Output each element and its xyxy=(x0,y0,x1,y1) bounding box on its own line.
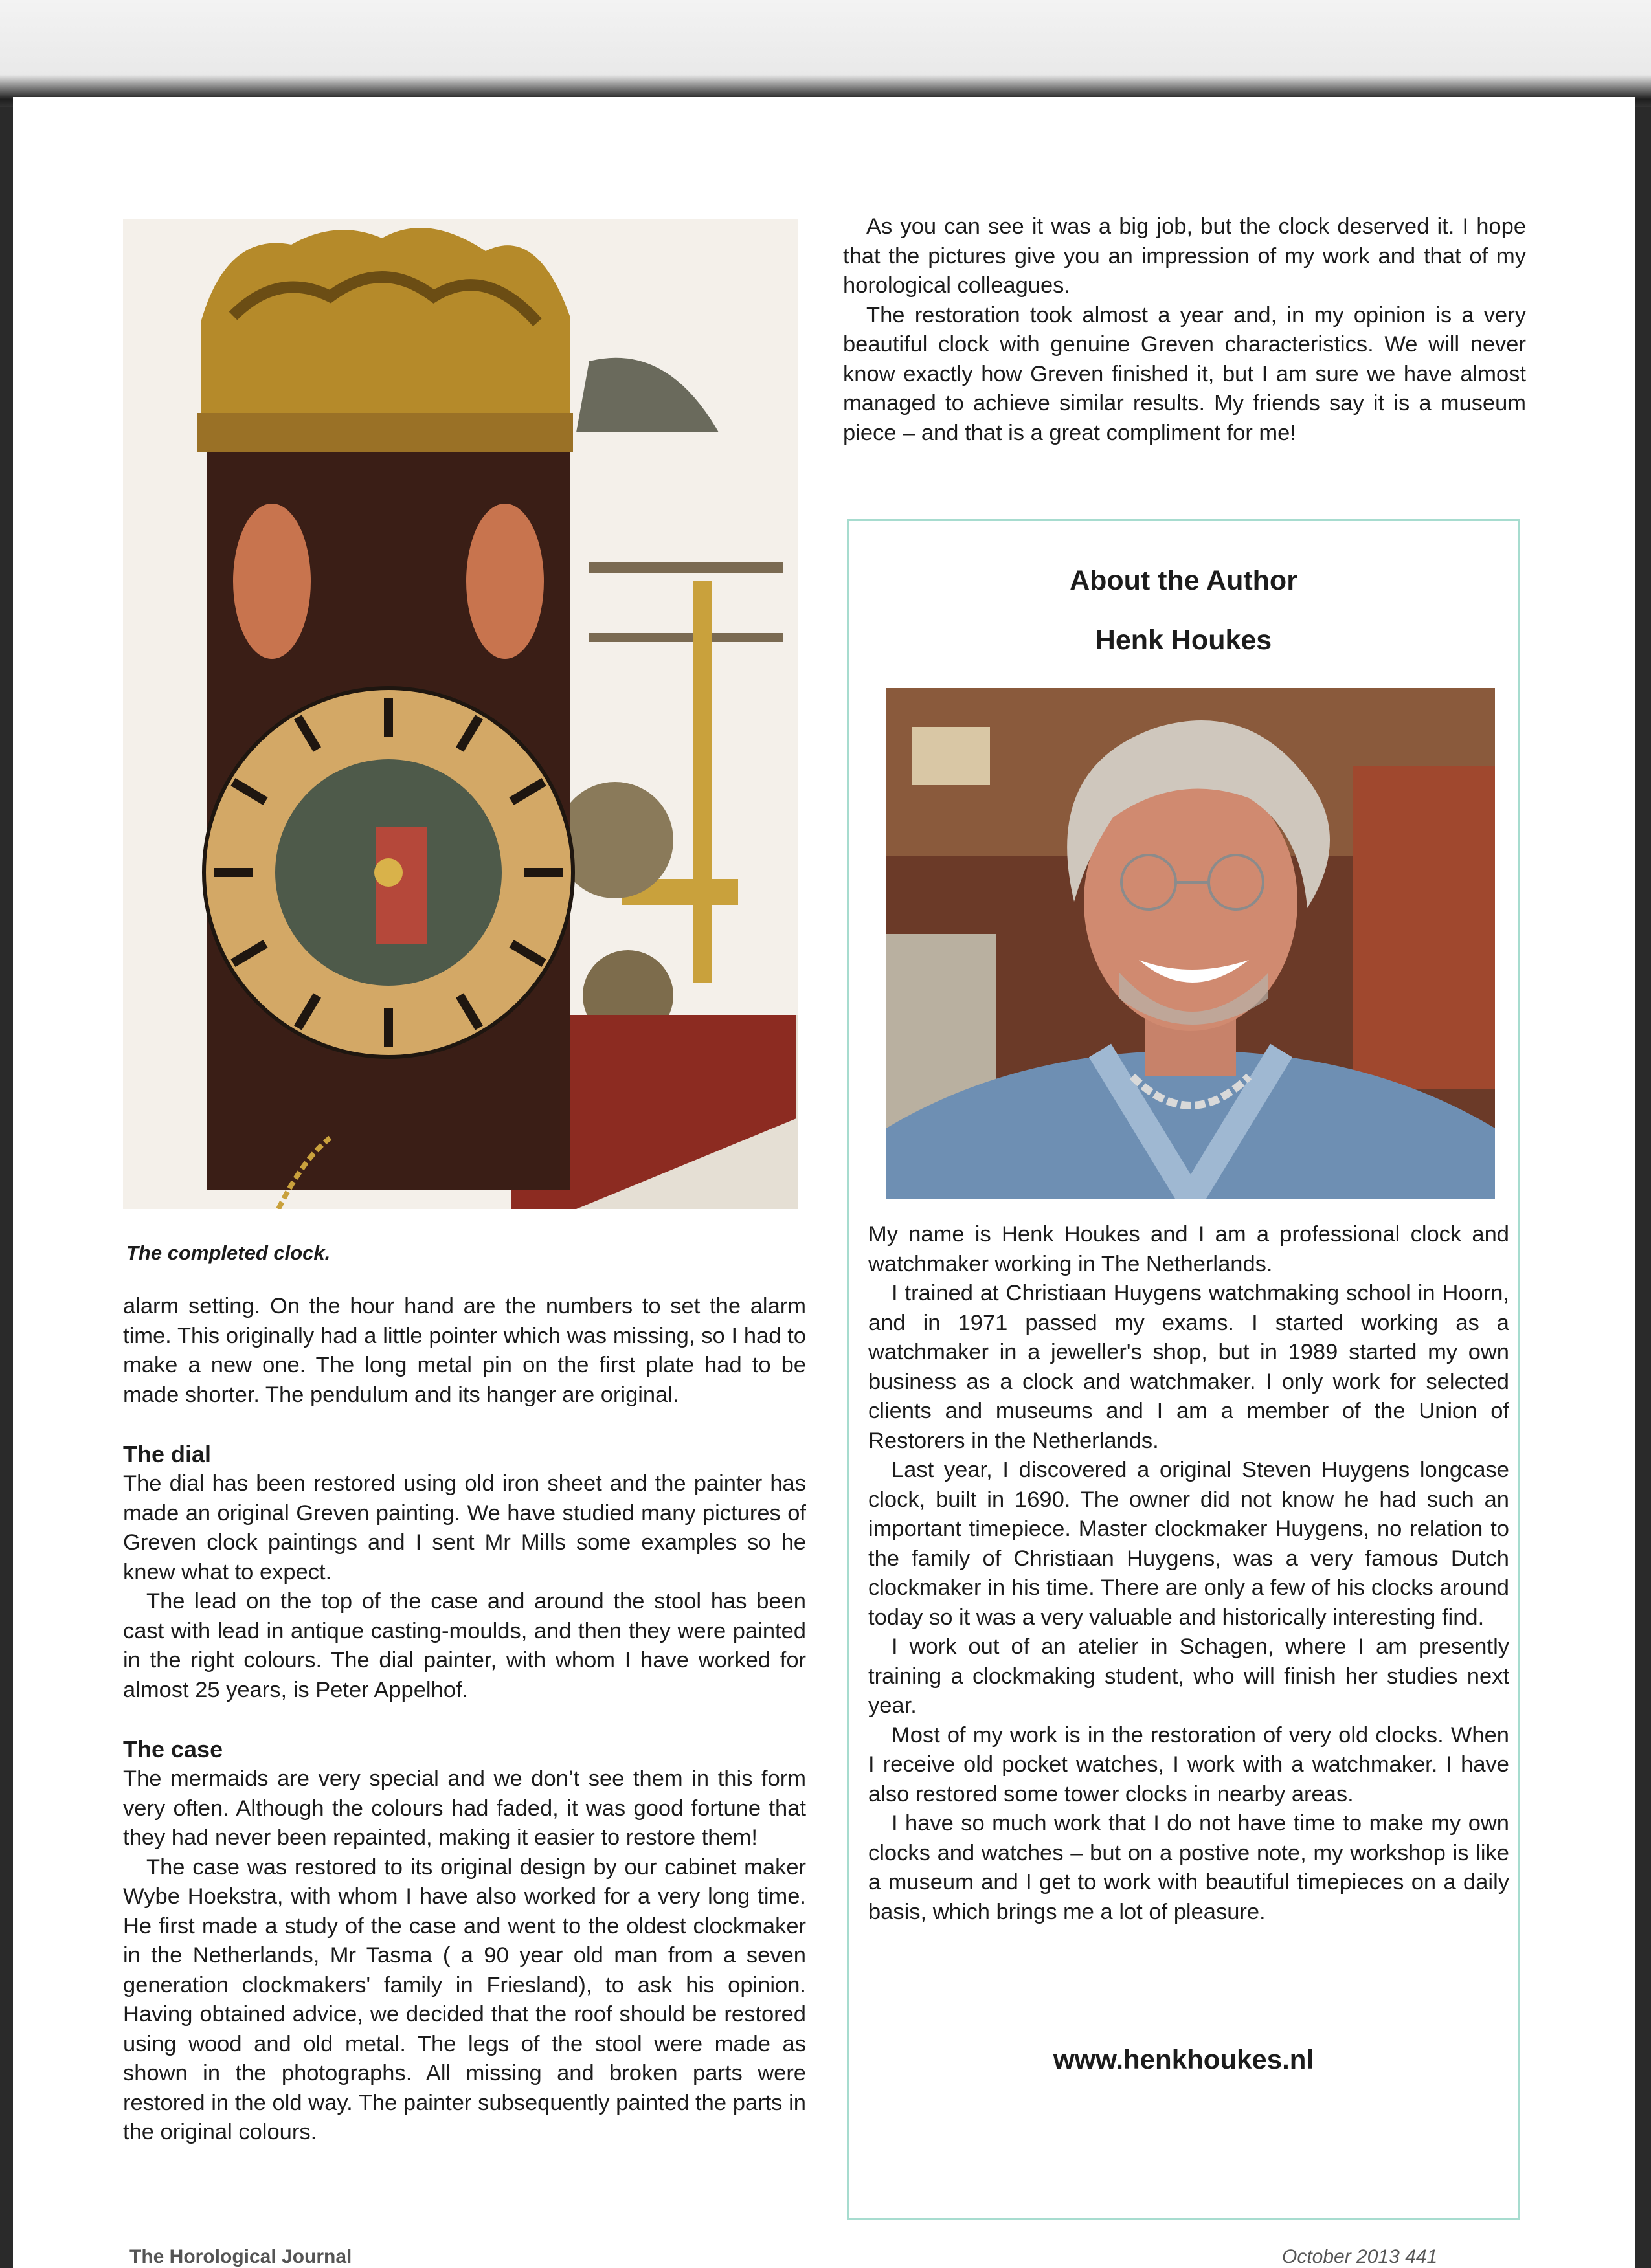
left-column xyxy=(123,1292,806,2148)
right-column xyxy=(843,212,1526,448)
about-author-box xyxy=(847,519,1520,2220)
bio-paragraph-6: I have so much work that I do not have time to make my own clocks and watches – but on a postive note, my workshop is like a museum and I get to work with beautiful timepieces on a daily basis, which brings me a lot of pleasure. xyxy=(868,1811,1509,1924)
case-paragraph-1: The mermaids are very special and we don’t see them in this form very often. Although the colours had faded, it was good fortune that they had never been repainted, making it easier to restore them! xyxy=(123,1766,806,1850)
bio-paragraph-5: Most of my work is in the restoration of very old clocks. When I receive old pocket watches, I work with a watchmaker. I have also restored some tower clocks in nearby areas. xyxy=(868,1722,1509,1807)
bio-paragraph-2: I trained at Christiaan Huygens watchmaking school in Hoorn, and in 1971 passed my exams. I started working as a watchmaker in a jeweller's shop, but in 1989 started my own business as a clock and watchmaker. I only work for selected clients and museums and I am a member of the Union of Restorers in the Netherlands. xyxy=(868,1281,1509,1453)
author-bio xyxy=(868,1220,1509,1927)
footer-publication: The Horological Journal xyxy=(129,2246,352,2267)
bio-paragraph-1: My name is Henk Houkes and I am a professional clock and watchmaker working in The Netherlands. xyxy=(868,1222,1509,1276)
clock-caption: The completed clock. xyxy=(126,1241,331,1264)
author-website-link[interactable]: www.henkhoukes.nl xyxy=(1053,2044,1314,2074)
author-name: Henk Houkes xyxy=(1095,625,1272,656)
bio-paragraph-4: I work out of an atelier in Schagen, where I am presently training a clockmaking student, who will finish her studies next year. xyxy=(868,1634,1509,1718)
dial-heading: The dial xyxy=(123,1441,212,1467)
right-paragraph-1: As you can see it was a big job, but the clock deserved it. I hope that the pictures give you an impression of my work and that of my horological colleagues. xyxy=(843,214,1526,298)
intro-paragraph: alarm setting. On the hour hand are the numbers to set the alarm time. This originally had a little pointer which was missing, so I had to make a new one. The long metal pin on the first plate had to be made shorter. The pendulum and its hanger are original. xyxy=(123,1294,806,1407)
case-paragraph-2: The case was restored to its original design by our cabinet maker Wybe Hoekstra, with whom I have also worked for a very long time. He first made a study of the case and went to the oldest clockmaker in the Netherlands, Mr Tasma ( a 90 year old man from a seven generation clockmakers' family in Friesland), to ask his opinion. Having obtained advice, we decided that the roof should be restored using wood and old metal. The legs of the stool were made as shown in the photographs. All missing and broken parts were restored in the old way. The painter subsequently painted the parts in the original colours. xyxy=(123,1854,806,2144)
scan-top-edge xyxy=(0,0,1651,107)
right-paragraph-2: The restoration took almost a year and, in my opinion is a very beautiful clock with genuine Greven characteristics. We will never know exactly how Greven finished it, but I am sure we have almost managed to achieve similar results. My friends say it is a museum piece – and that is a great compliment for me! xyxy=(843,302,1526,445)
about-author-title: About the Author xyxy=(1070,565,1297,596)
dial-paragraph-2: The lead on the top of the case and around the stool has been cast with lead in antique casting-moulds, and then they were painted in the right colours. The dial painter, with whom I have worked for almost 25 years, is Peter Appelhof. xyxy=(123,1589,806,1702)
clock-photo xyxy=(123,219,798,1209)
bio-paragraph-3: Last year, I discovered a original Steven Huygens longcase clock, built in 1690. The owner did not know he had such an important timepiece. Master clockmaker Huygens, no relation to the family of Christiaan Huygens, was a very famous Dutch clockmaker in his time. There are only a few of his clocks around today so it was a very valuable and historically interesting find. xyxy=(868,1458,1509,1630)
footer-date-page: October 2013 441 xyxy=(1282,2246,1438,2267)
author-photo xyxy=(886,688,1495,1199)
dial-paragraph-1: The dial has been restored using old iron sheet and the painter has made an original Greven painting. We have studied many pictures of Greven clock paintings and I sent Mr Mills some examples so he knew what to expect. xyxy=(123,1471,806,1584)
case-heading: The case xyxy=(123,1736,223,1762)
